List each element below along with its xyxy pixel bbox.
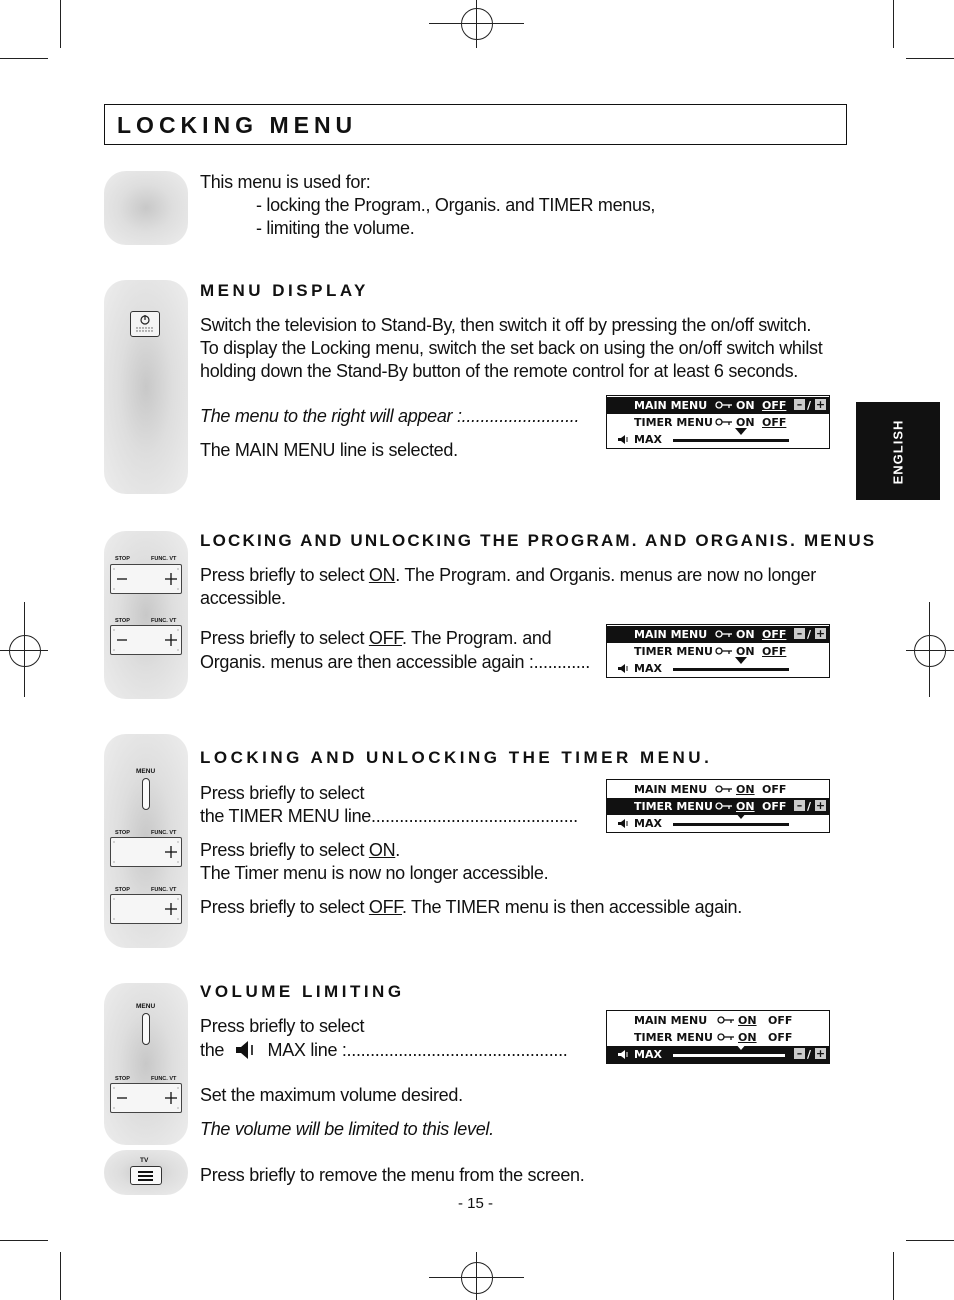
osd-label: MAX [634,817,662,830]
paragraph: Press briefly to select ON. [200,840,400,860]
section-heading: LOCKING AND UNLOCKING THE TIMER MENU. [200,748,713,767]
volume-bar [673,823,789,826]
osd-label: TIMER MENU [634,645,713,658]
paragraph: Press briefly to select [200,1016,365,1036]
osd-off: OFF [762,416,787,429]
registration-mark [914,635,946,667]
paragraph: Press briefly to select OFF. The TIMER menu is then accessible again. [200,897,742,917]
minus-icon: – [794,1048,805,1059]
remote-illustration [104,983,188,1145]
osd-row-timer-menu [607,798,829,815]
paragraph: The volume will be limited to this level. [200,1119,494,1139]
registration-line [476,0,477,48]
osd-on: ON [736,628,755,641]
osd-row-timer-menu [607,643,829,660]
speaker-icon [618,434,629,445]
minus-icon: – [794,399,805,410]
plus-icon: + [815,799,826,812]
volume-marker-icon [735,812,747,819]
key-icon [717,1015,735,1025]
crop-mark [60,0,61,48]
paragraph: accessible. [200,588,286,608]
stop-label: STOP [115,830,130,836]
osd-slash: / [807,800,812,813]
func-vt-label: FUNC. VT [151,556,177,562]
osd-row-max [607,1046,829,1063]
paragraph: Press briefly to select [200,783,365,803]
paragraph: The menu to the right will appear :......................... [200,406,580,426]
plus-icon: + [815,398,826,411]
paragraph: Press briefly to select ON. The Program. and Organis. menus are now no longer [200,565,816,585]
osd-off: OFF [762,800,787,813]
osd-row-main-menu [607,781,829,798]
osd-on: ON [738,1014,757,1027]
arrow-keypad-icon [110,564,182,594]
crop-mark [893,0,894,48]
osd-row-timer-menu [607,414,829,431]
crop-mark [0,58,48,59]
osd-on: ON [736,399,755,412]
volume-bar [673,439,789,442]
registration-line [24,602,25,697]
osd-on: ON [736,800,755,813]
intro-line: This menu is used for: [200,172,371,192]
volume-bar [673,668,789,671]
osd-slash: / [807,628,812,641]
key-icon [715,646,733,656]
paragraph: Set the maximum volume desired. [200,1085,463,1105]
paragraph: The Timer menu is now no longer accessible. [200,863,549,883]
osd-panel [606,1010,830,1064]
volume-marker-icon [735,428,747,435]
osd-label: TIMER MENU [634,1031,713,1044]
key-icon [715,400,733,410]
osd-row-main-menu [607,1012,829,1029]
paragraph: holding down the Stand-By button of the remote control for at least 6 seconds. [200,361,798,381]
paragraph: To display the Locking menu, switch the set back on using the on/off switch whilst [200,338,823,358]
remote-illustration [104,734,188,948]
remote-illustration [104,531,188,699]
osd-label: TIMER MENU [634,416,713,429]
osd-panel [606,779,830,833]
registration-mark [461,8,493,40]
registration-line [929,602,930,697]
registration-line [476,1252,477,1300]
language-tab [856,402,940,500]
func-vt-label: FUNC. VT [151,618,177,624]
menu-button-icon [142,778,150,810]
registration-mark [9,635,41,667]
paragraph: the TIMER MENU line............................................ [200,806,578,826]
stop-label: STOP [115,1076,130,1082]
speaker-icon [618,1049,629,1060]
osd-off: OFF [762,628,787,641]
key-icon [715,417,733,427]
speaker-icon [618,663,629,674]
osd-label: MAIN MENU [634,783,708,796]
standby-button-icon [130,311,160,337]
registration-line [906,650,954,651]
tv-label: TV [140,1157,149,1164]
stop-label: STOP [115,556,130,562]
osd-off: OFF [768,1031,793,1044]
osd-label: MAX [634,433,662,446]
osd-label: MAIN MENU [634,628,708,641]
arrow-keypad-icon [110,1083,182,1113]
minus-icon: – [794,628,805,639]
speaker-icon [618,818,629,829]
tv-button-icon [130,1166,162,1185]
section-heading: VOLUME LIMITING [200,982,405,1001]
osd-off: OFF [762,399,787,412]
osd-label: MAIN MENU [634,399,708,412]
osd-on: ON [738,1031,757,1044]
crop-mark [893,1252,894,1300]
paragraph: Press briefly to remove the menu from the screen. [200,1165,585,1185]
registration-mark [461,1262,493,1294]
paragraph: Press briefly to select OFF. The Program. and [200,628,552,648]
stop-label: STOP [115,618,130,624]
arrow-keypad-icon [110,625,182,655]
title-box [104,104,847,145]
paragraph: the MAX line :............................................... [200,1040,568,1060]
paragraph: Organis. menus are then accessible again :............ [200,652,591,672]
func-vt-label: FUNC. VT [151,887,177,893]
crop-mark [0,1240,48,1241]
osd-row-max [607,660,829,677]
section-heading: MENU DISPLAY [200,281,369,300]
osd-panel [606,395,830,449]
page-number: - 15 - [458,1195,494,1212]
osd-row-main-menu [607,397,829,414]
plus-icon: + [815,627,826,640]
osd-off: OFF [768,1014,793,1027]
menu-label: MENU [136,768,156,775]
page-title: LOCKING MENU [117,112,358,138]
osd-label: MAX [634,1048,662,1061]
arrow-keypad-icon [110,837,182,867]
osd-row-timer-menu [607,1029,829,1046]
remote-illustration [104,1150,188,1195]
key-icon [715,629,733,639]
osd-panel [606,624,830,678]
key-icon [715,801,733,811]
arrow-keypad-icon [110,894,182,924]
plus-icon: + [815,1047,826,1060]
paragraph: Switch the television to Stand-By, then switch it off by pressing the on/off switch. [200,315,812,335]
intro-line: - limiting the volume. [256,218,415,238]
stop-label: STOP [115,887,130,893]
crop-mark [60,1252,61,1300]
volume-marker-icon [735,657,747,664]
menu-label: MENU [136,1003,156,1010]
minus-icon: – [794,800,805,811]
osd-on: ON [736,416,755,429]
osd-label: MAIN MENU [634,1014,708,1027]
osd-label: MAX [634,662,662,675]
osd-on: ON [736,783,755,796]
remote-illustration [104,171,188,245]
osd-row-main-menu [607,626,829,643]
language-tab-label: ENGLISH [890,419,906,485]
key-icon [715,784,733,794]
volume-bar [673,1054,785,1057]
osd-on: ON [736,645,755,658]
func-vt-label: FUNC. VT [151,830,177,836]
osd-row-max [607,431,829,448]
osd-slash: / [807,399,812,412]
paragraph: The MAIN MENU line is selected. [200,440,458,460]
remote-illustration [104,280,188,494]
menu-button-icon [142,1013,150,1045]
speaker-icon [235,1040,257,1060]
osd-row-max [607,815,829,832]
crop-mark [906,1240,954,1241]
func-vt-label: FUNC. VT [151,1076,177,1082]
volume-marker-icon [735,1043,747,1050]
osd-label: TIMER MENU [634,800,713,813]
osd-off: OFF [762,783,787,796]
osd-slash: / [807,1048,812,1061]
crop-mark [906,58,954,59]
intro-line: - locking the Program., Organis. and TIMER menus, [256,195,656,215]
section-heading: LOCKING AND UNLOCKING THE PROGRAM. AND ORGANIS. MENUS [200,531,877,550]
key-icon [717,1032,735,1042]
osd-off: OFF [762,645,787,658]
